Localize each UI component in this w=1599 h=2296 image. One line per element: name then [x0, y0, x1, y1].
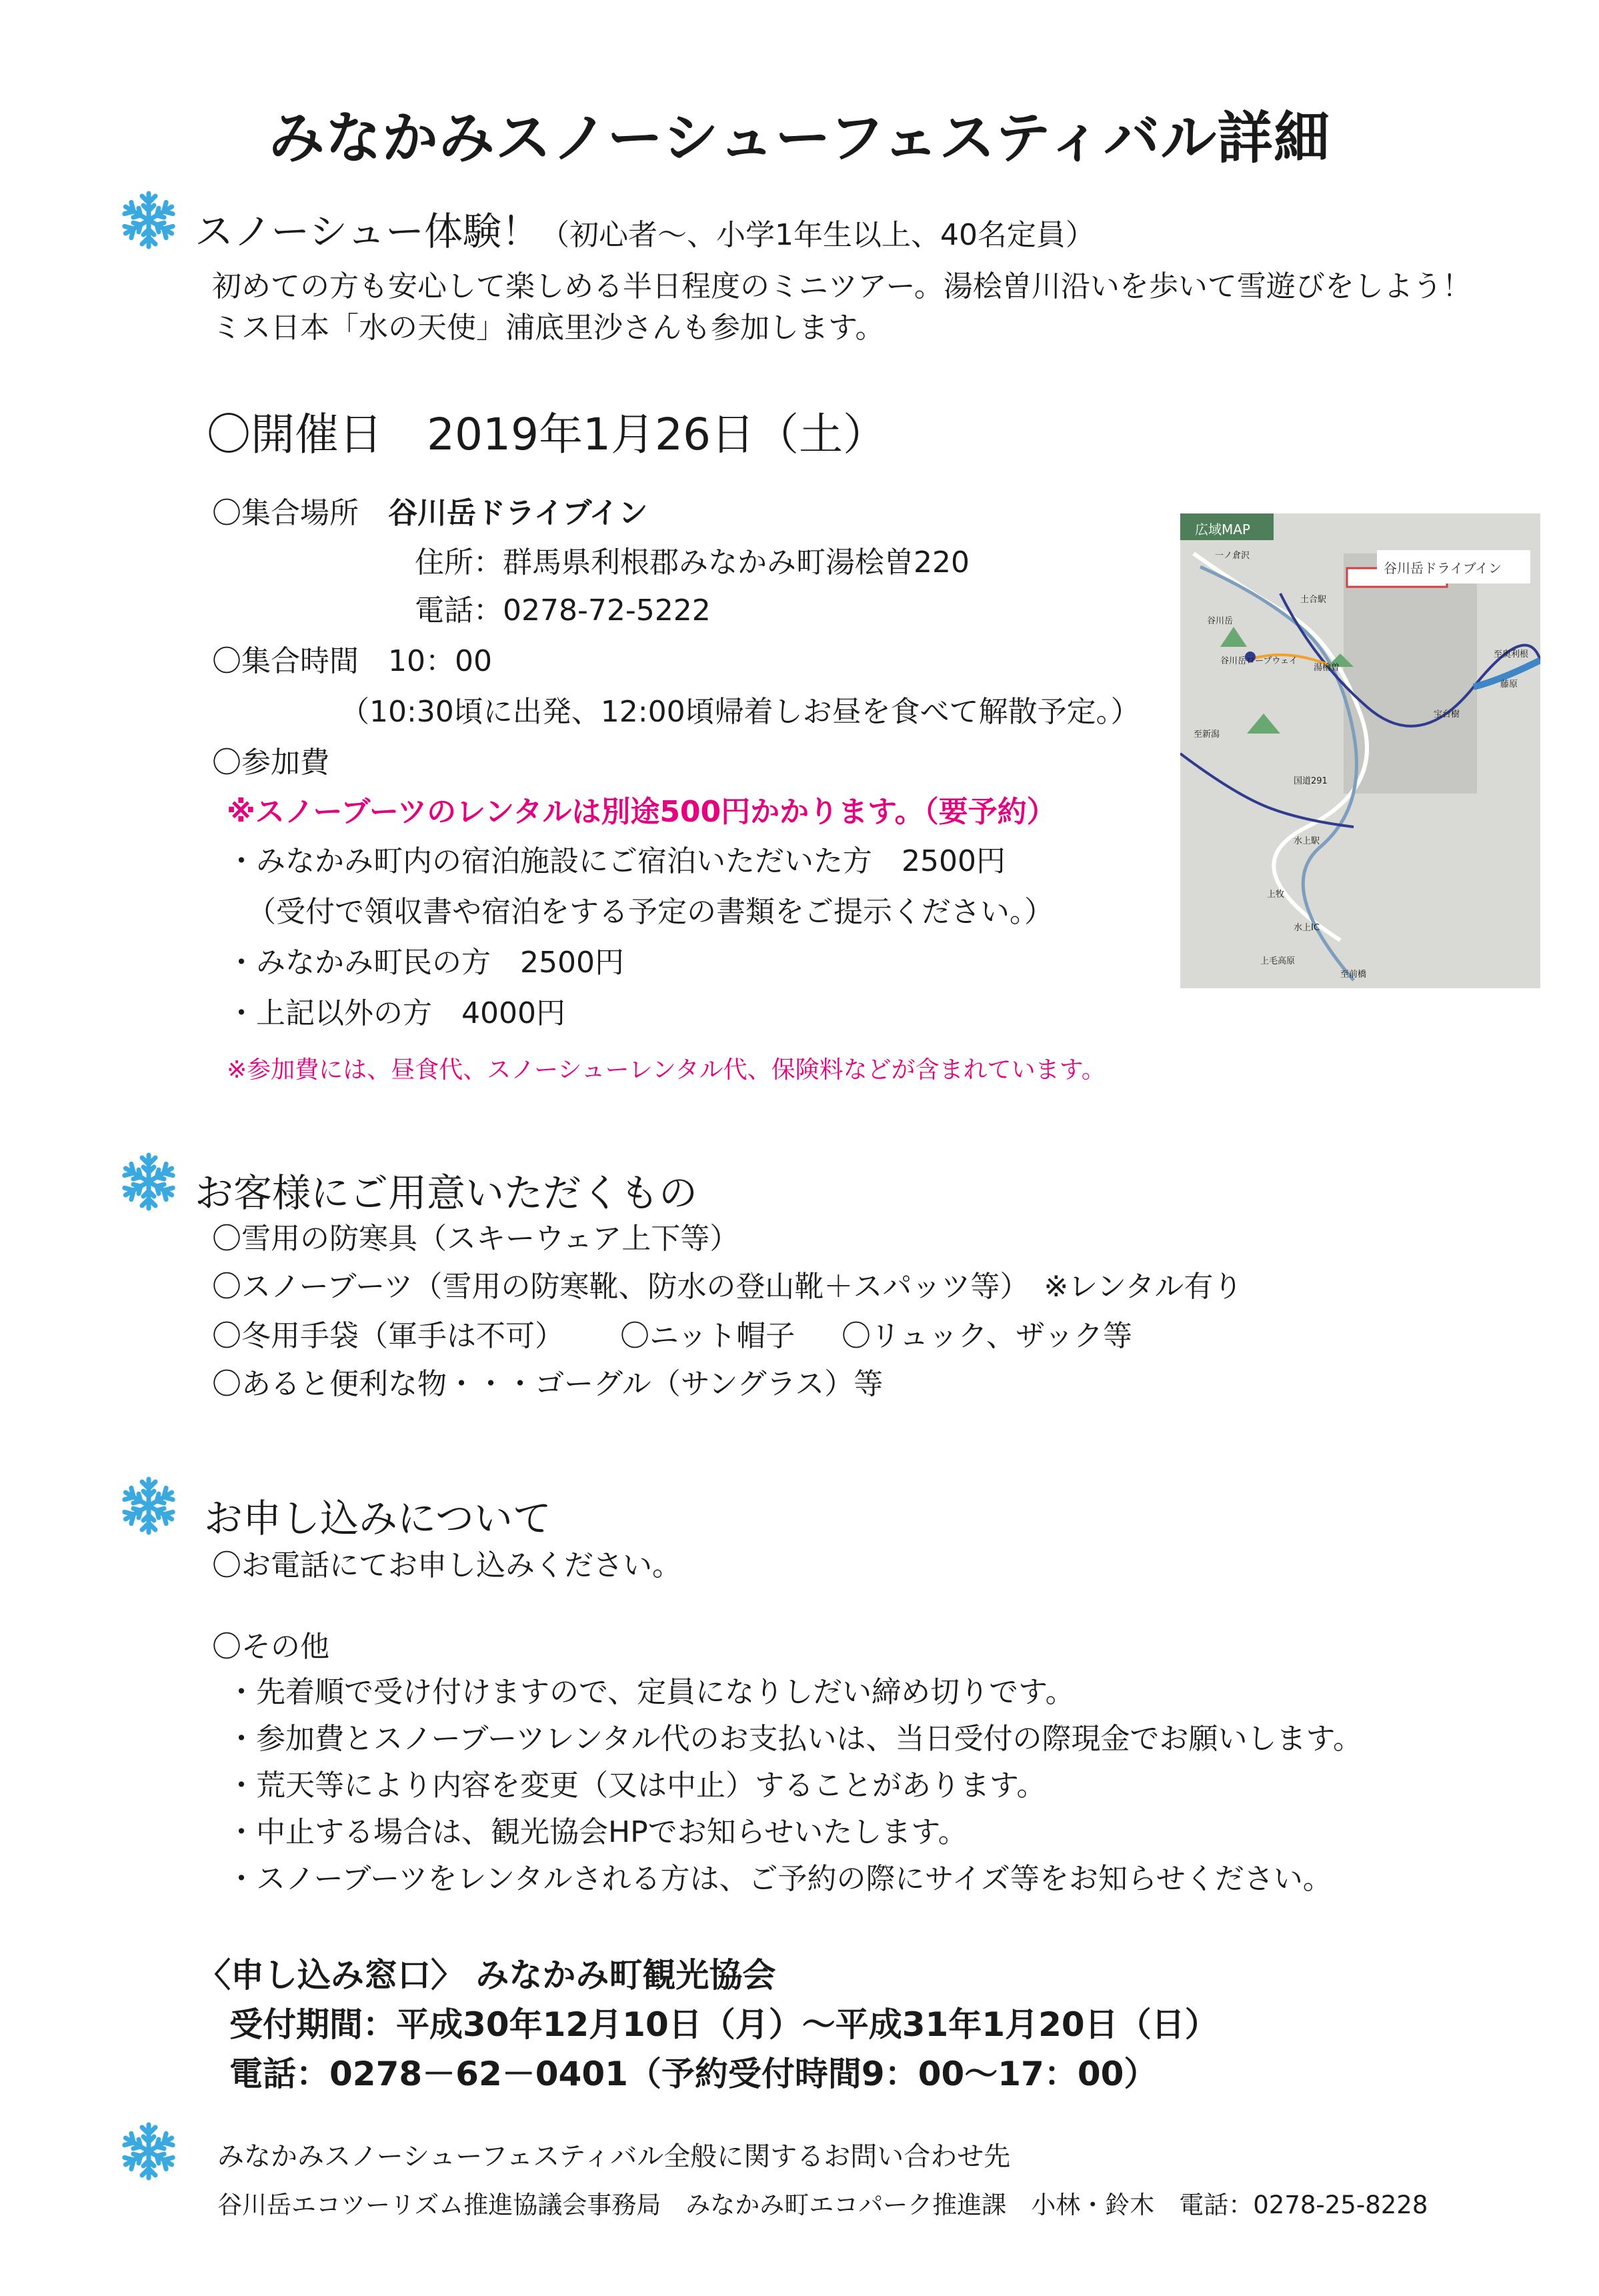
map-label: 湯檜曽 — [1314, 663, 1340, 673]
meeting-phone: 電話：0278-72-5222 — [415, 594, 711, 628]
snowflake-icon — [117, 2119, 181, 2183]
apply-by-phone: 〇お電話にてお申し込みください。 — [212, 1548, 681, 1582]
apply-heading: お申し込みについて — [204, 1496, 551, 1541]
fee-residents: ・みなかみ町民の方 2500円 — [227, 946, 624, 980]
apply-window: 〈申し込み窓口〉 みなかみ町観光協会 — [197, 1956, 776, 1995]
meeting-address: 住所：群馬県利根郡みなかみ町湯桧曽220 — [415, 545, 970, 580]
map-label: 一ノ倉沢 — [1215, 551, 1250, 561]
apply-note-5: ・スノーブーツをレンタルされる方は、ご予約の際にサイズ等をお知らせください。 — [227, 1862, 1332, 1896]
map-label: 至新潟 — [1194, 730, 1220, 740]
area-map-graphic — [1180, 513, 1540, 988]
fee-others: ・上記以外の方 4000円 — [227, 996, 565, 1030]
schedule-note: （10:30頃に出発、12:00頃帰着しお昼を食べて解散予定。） — [340, 695, 1140, 729]
map-label: 藤原 — [1500, 680, 1518, 690]
map-label: 水上IC — [1294, 923, 1320, 933]
footer-contact-heading: みなかみスノーシューフェスティバル全般に関するお問い合わせ先 — [217, 2141, 1011, 2172]
snowflake-icon — [117, 1150, 181, 1214]
apply-period: 受付期間：平成30年12月10日（月）～平成31年1月20日（日） — [229, 2005, 1218, 2044]
snowflake-icon — [117, 188, 181, 252]
prepare-item-3a: 〇冬用手袋（軍手は不可） — [212, 1319, 564, 1353]
map-label: 宝台樹 — [1434, 710, 1460, 720]
prepare-item-2: 〇スノーブーツ（雪用の防寒靴、防水の登山靴＋スパッツ等） ※レンタル有り — [212, 1270, 1243, 1304]
map-label: 上牧 — [1267, 890, 1285, 900]
experience-desc-line2: ミス日本「水の天使」浦底里沙さんも参加します。 — [212, 311, 885, 345]
map-label: 上毛高原 — [1260, 956, 1296, 966]
rental-note: ※スノーブーツのレンタルは別途500円かかります。（要予約） — [227, 795, 1056, 829]
map-callout: 谷川岳ドライブイン — [1384, 560, 1502, 576]
meeting-time: 〇集合時間 10：00 — [212, 644, 492, 678]
map-label: 谷川岳 — [1207, 616, 1234, 626]
map-label: 水上駅 — [1294, 836, 1320, 846]
fee-label: 〇参加費 — [212, 746, 329, 780]
apply-note-3: ・荒天等により内容を変更（又は中止）することがあります。 — [227, 1769, 1046, 1803]
page-title: みなかみスノーシューフェスティバル詳細 — [268, 105, 1331, 171]
map-label: 至前橋 — [1340, 970, 1367, 980]
fee-lodging-note: （受付で領収書や宿泊をする予定の書類をご提示ください。） — [247, 895, 1054, 929]
meeting-place — [212, 496, 648, 530]
prepare-heading: お客様にご用意いただくもの — [195, 1170, 698, 1216]
prepare-item-3b: 〇ニット帽子 — [620, 1319, 795, 1353]
area-map — [1180, 513, 1540, 988]
prepare-item-3c: 〇リュック、ザック等 — [842, 1319, 1133, 1353]
meeting-place-label: 〇集合場所 — [212, 496, 359, 530]
apply-note-2: ・参加費とスノーブーツレンタル代のお支払いは、当日受付の際現金でお願いします。 — [227, 1722, 1363, 1756]
experience-title: スノーシュー体験！ — [195, 209, 540, 254]
fee-lodging: ・みなかみ町内の宿泊施設にご宿泊いただいた方 2500円 — [227, 844, 1006, 878]
map-label: 谷川岳ロープウェイ — [1220, 656, 1298, 666]
footer-contact-detail: 谷川岳エコツーリズム推進協議会事務局 みなかみ町エコパーク推進課 小林・鈴木 電話：0278-25-8228 — [217, 2191, 1428, 2219]
map-label: 至奥利根 — [1494, 650, 1529, 660]
prepare-item-1: 〇雪用の防寒具（スキーウェア上下等） — [212, 1222, 739, 1256]
event-date: 〇開催日 2019年1月26日（土） — [207, 409, 887, 460]
apply-note-1: ・先着順で受け付けますので、定員になりしだい締め切りです。 — [227, 1675, 1075, 1709]
snowflake-icon — [117, 1474, 181, 1538]
map-label: 土合駅 — [1300, 595, 1327, 605]
meeting-place-name: 谷川岳ドライブイン — [388, 496, 648, 530]
apply-other-label: 〇その他 — [212, 1630, 329, 1664]
prepare-item-4: 〇あると便利な物・・・ゴーグル（サングラス）等 — [212, 1367, 884, 1401]
experience-desc-line1: 初めての方も安心して楽しめる半日程度のミニツアー。湯桧曽川沿いを歩いて雪遊びをしよう！ — [212, 269, 1472, 303]
experience-heading-note: （初心者～、小学1年生以上、40名定員） — [539, 218, 1095, 252]
map-title: 広域MAP — [1195, 521, 1250, 537]
map-label: 国道291 — [1294, 776, 1328, 786]
apply-note-4: ・中止する場合は、観光協会HPでお知らせいたします。 — [227, 1815, 968, 1849]
fee-includes-note: ※参加費には、昼食代、スノーシューレンタル代、保険料などが含まれています。 — [227, 1056, 1106, 1084]
experience-heading — [195, 200, 1095, 256]
apply-tel: 電話：0278－62－0401（予約受付時間9：00～17：00） — [229, 2055, 1158, 2093]
